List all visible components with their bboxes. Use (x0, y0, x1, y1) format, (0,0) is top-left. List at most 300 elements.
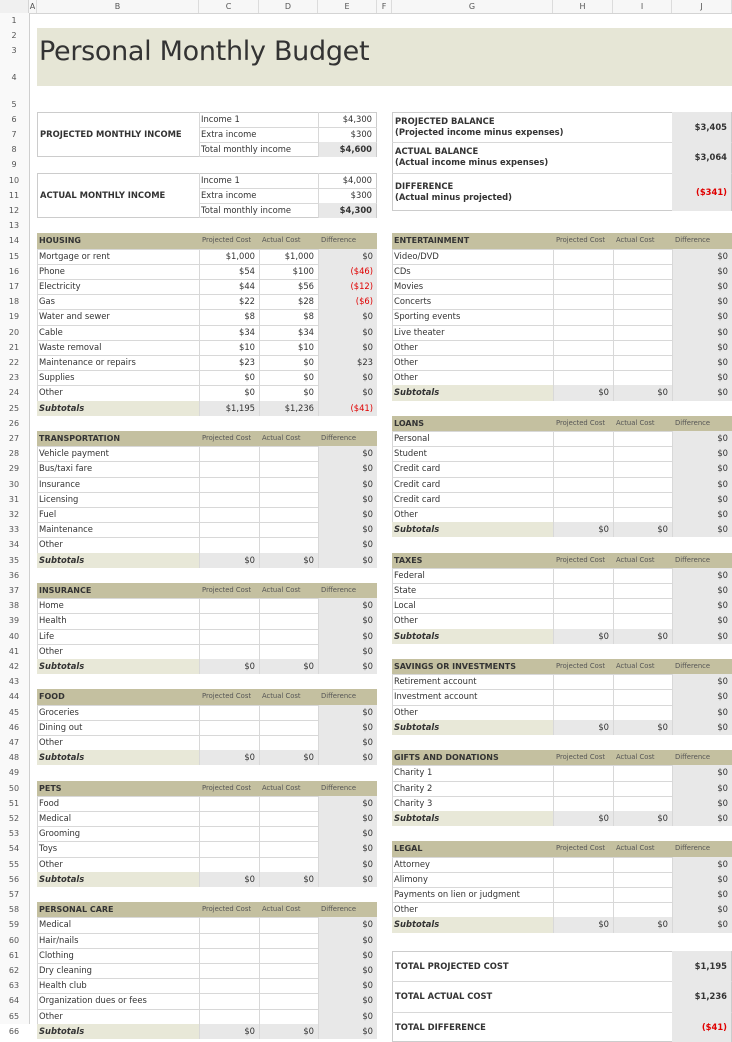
item-label[interactable]: Health club (39, 980, 87, 991)
item-actual-cost[interactable] (259, 978, 318, 993)
column-header-C[interactable]: C (199, 0, 259, 13)
item-actual-cost[interactable] (613, 309, 672, 324)
item-label[interactable]: Other (394, 615, 418, 626)
item-actual-cost[interactable] (259, 933, 318, 948)
item-actual-cost[interactable] (259, 705, 318, 720)
row-header-59[interactable]: 59 (8, 920, 20, 930)
item-projected-cost[interactable] (199, 841, 259, 856)
item-projected-cost[interactable] (553, 613, 613, 628)
item-actual-cost[interactable] (613, 598, 672, 613)
item-projected-cost[interactable] (553, 507, 613, 522)
row-header-39[interactable]: 39 (8, 616, 20, 626)
item-actual-cost[interactable] (259, 629, 318, 644)
item-label[interactable]: Dining out (39, 721, 83, 732)
item-label[interactable]: Fuel (39, 509, 57, 519)
column-header-I[interactable]: I (613, 0, 672, 13)
item-label[interactable]: Clothing (39, 949, 74, 960)
item-label[interactable]: Federal (394, 569, 425, 580)
row-header-32[interactable]: 32 (8, 510, 20, 519)
item-actual-cost[interactable] (259, 841, 318, 856)
row-header-18[interactable]: 18 (8, 297, 20, 307)
item-label[interactable]: Supplies (39, 372, 75, 383)
item-label[interactable]: Movies (394, 281, 424, 291)
item-label[interactable]: Waste removal (39, 341, 102, 352)
row-header-13[interactable]: 13 (8, 221, 20, 231)
item-projected-cost[interactable] (553, 309, 613, 324)
column-header-J[interactable]: J (672, 0, 732, 13)
item-projected-cost[interactable] (553, 431, 613, 446)
item-projected-cost[interactable] (553, 340, 613, 355)
item-actual-cost[interactable]: $0 (259, 370, 318, 385)
item-label[interactable]: Life (39, 630, 55, 641)
item-projected-cost[interactable] (553, 781, 613, 796)
item-label[interactable]: Licensing (39, 493, 79, 504)
row-header-22[interactable]: 22 (8, 358, 20, 367)
item-label[interactable]: Home (39, 600, 64, 611)
row-header-20[interactable]: 20 (8, 327, 20, 337)
item-projected-cost[interactable] (199, 1009, 259, 1024)
item-label[interactable]: Other (394, 706, 418, 717)
item-actual-cost[interactable] (259, 735, 318, 750)
item-label[interactable]: Groceries (39, 706, 79, 717)
item-actual-cost[interactable] (613, 294, 672, 309)
item-actual-cost[interactable] (613, 340, 672, 355)
item-projected-cost[interactable] (199, 629, 259, 644)
item-projected-cost[interactable] (553, 446, 613, 461)
row-header-45[interactable]: 45 (8, 707, 20, 717)
item-label[interactable]: Phone (39, 265, 65, 276)
row-header-57[interactable]: 57 (8, 890, 20, 899)
item-difference: ($6) (318, 294, 377, 309)
item-actual-cost[interactable] (613, 477, 672, 492)
item-projected-cost[interactable] (553, 279, 613, 294)
item-projected-cost[interactable]: $1,000 (199, 249, 259, 264)
row-header-42[interactable]: 42 (8, 662, 20, 671)
item-projected-cost[interactable] (199, 720, 259, 735)
item-label[interactable]: Other (39, 387, 63, 398)
item-label[interactable]: Electricity (39, 281, 81, 291)
item-projected-cost[interactable] (553, 370, 613, 385)
row-header-1[interactable]: 1 (11, 16, 17, 25)
actual-income-row-value[interactable]: $300 (350, 189, 372, 200)
balance-subtitle: (Projected income minus expenses) (395, 127, 564, 137)
row-header-4[interactable]: 4 (11, 72, 17, 82)
subtotal-difference: $0 (672, 522, 732, 537)
item-actual-cost[interactable] (259, 613, 318, 628)
item-projected-cost[interactable] (199, 598, 259, 613)
subtotal-actual: $0 (613, 917, 672, 932)
item-label[interactable]: Bus/taxi fare (39, 463, 93, 474)
row-header-36[interactable]: 36 (8, 570, 20, 580)
item-label[interactable]: Other (39, 539, 63, 550)
column-header-bar (0, 0, 732, 14)
item-difference: $0 (672, 674, 732, 689)
row-header-58[interactable]: 58 (8, 905, 20, 915)
column-header-E[interactable]: E (318, 0, 377, 13)
item-projected-cost[interactable]: $0 (199, 385, 259, 400)
actual-income-row-label: Total monthly income (201, 205, 292, 215)
row-header-66[interactable]: 66 (8, 1026, 20, 1036)
item-projected-cost[interactable] (199, 963, 259, 978)
item-label[interactable]: Personal (394, 433, 430, 443)
item-projected-cost[interactable] (553, 461, 613, 476)
balance-value[interactable]: ($341) (672, 173, 731, 211)
item-projected-cost[interactable]: $44 (199, 279, 259, 294)
item-label[interactable]: State (394, 585, 417, 595)
item-label[interactable]: Vehicle payment (39, 448, 109, 459)
item-difference: $0 (672, 492, 732, 507)
row-header-49[interactable]: 49 (8, 768, 20, 778)
column-label-actual: Actual Cost (616, 844, 655, 853)
item-label[interactable]: Other (394, 509, 418, 519)
item-label[interactable]: Medical (39, 813, 72, 823)
column-header-G[interactable]: G (392, 0, 553, 13)
item-label[interactable]: Dry cleaning (39, 965, 92, 975)
item-actual-cost[interactable] (613, 765, 672, 780)
item-projected-cost[interactable]: $8 (199, 309, 259, 324)
item-projected-cost[interactable]: $0 (199, 370, 259, 385)
item-label[interactable]: Maintenance or repairs (39, 357, 136, 367)
item-label[interactable]: Mortgage or rent (39, 250, 110, 261)
item-projected-cost[interactable]: $34 (199, 325, 259, 340)
item-label[interactable]: Gas (39, 296, 55, 307)
item-label[interactable]: Toys (39, 843, 58, 854)
row-header-54[interactable]: 54 (8, 844, 20, 854)
row-header-27[interactable]: 27 (8, 434, 20, 443)
item-actual-cost[interactable] (259, 461, 318, 476)
item-actual-cost[interactable] (613, 431, 672, 446)
item-actual-cost[interactable] (259, 446, 318, 461)
row-header-6[interactable]: 6 (11, 114, 17, 124)
item-actual-cost[interactable] (613, 705, 672, 720)
row-header-12[interactable]: 12 (8, 206, 20, 215)
item-label[interactable]: Credit card (394, 478, 441, 489)
column-header-B[interactable]: B (37, 0, 199, 13)
item-actual-cost[interactable] (613, 461, 672, 476)
item-projected-cost[interactable]: $10 (199, 340, 259, 355)
row-header-16[interactable]: 16 (8, 266, 20, 276)
item-projected-cost[interactable] (199, 796, 259, 811)
item-actual-cost[interactable] (613, 279, 672, 294)
item-label[interactable]: Alimony (394, 873, 428, 884)
item-projected-cost[interactable] (553, 857, 613, 872)
item-label[interactable]: Other (394, 372, 418, 383)
item-actual-cost[interactable]: $56 (259, 279, 318, 294)
item-actual-cost[interactable] (259, 644, 318, 659)
row-header-40[interactable]: 40 (8, 631, 20, 641)
row-header-26[interactable]: 26 (8, 418, 20, 428)
item-actual-cost[interactable] (613, 492, 672, 507)
row-header-8[interactable]: 8 (11, 145, 17, 155)
item-actual-cost[interactable]: $0 (259, 355, 318, 370)
item-label[interactable]: Video/DVD (394, 250, 439, 261)
item-projected-cost[interactable] (199, 461, 259, 476)
column-header-F[interactable]: F (377, 0, 392, 13)
item-label[interactable]: Hair/nails (39, 934, 79, 945)
item-label[interactable]: Maintenance (39, 524, 93, 535)
column-label-projected: Projected Cost (556, 236, 606, 245)
total-value: $1,195 (672, 951, 731, 981)
item-projected-cost[interactable] (553, 492, 613, 507)
row-header-55[interactable]: 55 (8, 859, 20, 869)
row-header-30[interactable]: 30 (8, 479, 20, 489)
item-label[interactable]: Charity 2 (394, 782, 433, 793)
row-header-2[interactable]: 2 (11, 31, 17, 41)
item-actual-cost[interactable] (259, 811, 318, 826)
item-projected-cost[interactable] (553, 887, 613, 902)
item-projected-cost[interactable] (553, 264, 613, 279)
item-actual-cost[interactable] (613, 264, 672, 279)
item-actual-cost[interactable] (613, 446, 672, 461)
item-label[interactable]: Charity 3 (394, 797, 433, 808)
row-header-38[interactable]: 38 (8, 601, 20, 611)
item-label[interactable]: Retirement account (394, 676, 477, 687)
item-label[interactable]: Other (394, 904, 418, 915)
item-projected-cost[interactable] (553, 765, 613, 780)
item-label[interactable]: Payments on lien or judgment (394, 889, 520, 899)
row-header-23[interactable]: 23 (8, 373, 20, 383)
item-projected-cost[interactable] (199, 735, 259, 750)
row-header-11[interactable]: 11 (8, 190, 20, 200)
item-projected-cost[interactable] (199, 477, 259, 492)
item-label[interactable]: Other (394, 341, 418, 352)
item-actual-cost[interactable] (259, 826, 318, 841)
item-label[interactable]: Concerts (394, 296, 432, 307)
row-header-56[interactable]: 56 (8, 874, 20, 884)
item-label[interactable]: Food (39, 797, 60, 808)
row-header-41[interactable]: 41 (8, 646, 20, 656)
item-actual-cost[interactable] (613, 249, 672, 264)
item-actual-cost[interactable]: $28 (259, 294, 318, 309)
row-header-9[interactable]: 9 (11, 160, 17, 170)
row-header-28[interactable]: 28 (8, 449, 20, 459)
item-label[interactable]: Water and sewer (39, 311, 110, 322)
item-projected-cost[interactable] (199, 537, 259, 552)
row-header-15[interactable]: 15 (8, 251, 20, 261)
item-projected-cost[interactable] (553, 689, 613, 704)
item-actual-cost[interactable] (613, 781, 672, 796)
item-projected-cost[interactable] (553, 294, 613, 309)
row-header-33[interactable]: 33 (8, 525, 20, 535)
row-header-31[interactable]: 31 (8, 494, 20, 504)
subtotal-difference: $0 (318, 553, 377, 568)
item-actual-cost[interactable] (613, 355, 672, 370)
item-projected-cost[interactable] (553, 249, 613, 264)
item-projected-cost[interactable] (553, 355, 613, 370)
item-projected-cost[interactable] (199, 644, 259, 659)
item-label[interactable]: Other (39, 737, 63, 747)
item-projected-cost[interactable] (553, 477, 613, 492)
column-header-H[interactable]: H (553, 0, 613, 13)
item-label[interactable]: Credit card (394, 493, 441, 504)
item-actual-cost[interactable] (613, 902, 672, 917)
item-actual-cost[interactable] (259, 857, 318, 872)
row-header-50[interactable]: 50 (8, 783, 20, 793)
item-actual-cost[interactable] (259, 917, 318, 932)
item-label[interactable]: Organization dues or fees (39, 995, 147, 1006)
item-actual-cost[interactable] (613, 887, 672, 902)
balance-value[interactable]: $3,064 (672, 142, 731, 172)
item-projected-cost[interactable] (199, 978, 259, 993)
item-label[interactable]: Other (39, 1010, 63, 1021)
item-label[interactable]: Other (39, 645, 63, 656)
item-label[interactable]: CDs (394, 265, 411, 276)
item-projected-cost[interactable] (199, 993, 259, 1008)
item-label[interactable]: Investment account (394, 691, 478, 702)
item-label[interactable]: Local (394, 600, 416, 611)
row-header-44[interactable]: 44 (8, 692, 20, 702)
item-actual-cost[interactable]: $1,000 (259, 249, 318, 264)
item-actual-cost[interactable] (259, 492, 318, 507)
item-label[interactable]: Insurance (39, 478, 81, 489)
item-label[interactable]: Charity 1 (394, 767, 433, 778)
row-header-47[interactable]: 47 (8, 738, 20, 747)
item-projected-cost[interactable] (553, 872, 613, 887)
section-title-legal: LEGAL (394, 844, 423, 854)
column-label-projected: Projected Cost (556, 753, 606, 762)
item-actual-cost[interactable] (613, 689, 672, 704)
item-projected-cost[interactable]: $23 (199, 355, 259, 370)
item-label[interactable]: Other (39, 858, 63, 869)
item-actual-cost[interactable] (259, 993, 318, 1008)
item-label[interactable]: Student (394, 448, 427, 459)
item-projected-cost[interactable] (199, 948, 259, 963)
item-actual-cost[interactable] (613, 674, 672, 689)
item-projected-cost[interactable] (553, 598, 613, 613)
row-header-61[interactable]: 61 (8, 950, 20, 960)
item-projected-cost[interactable]: $54 (199, 264, 259, 279)
actual-income-row-value[interactable]: $4,300 (319, 203, 376, 218)
row-header-25[interactable]: 25 (8, 403, 20, 413)
column-header-A[interactable]: A (29, 2, 36, 11)
item-projected-cost[interactable]: $22 (199, 294, 259, 309)
row-header-65[interactable]: 65 (8, 1011, 20, 1021)
row-header-52[interactable]: 52 (8, 814, 20, 823)
subtotal-actual: $0 (613, 811, 672, 826)
item-actual-cost[interactable] (259, 948, 318, 963)
item-projected-cost[interactable] (199, 613, 259, 628)
projected-income-row-value[interactable]: $4,600 (319, 142, 376, 157)
row-header-17[interactable]: 17 (8, 282, 20, 291)
row-header-7[interactable]: 7 (11, 130, 17, 139)
row-header-48[interactable]: 48 (8, 753, 20, 763)
item-actual-cost[interactable] (613, 857, 672, 872)
item-projected-cost[interactable] (199, 522, 259, 537)
item-actual-cost[interactable]: $10 (259, 340, 318, 355)
item-projected-cost[interactable] (553, 902, 613, 917)
row-header-24[interactable]: 24 (8, 388, 20, 398)
item-projected-cost[interactable] (199, 857, 259, 872)
item-actual-cost[interactable] (613, 872, 672, 887)
row-header-37[interactable]: 37 (8, 586, 20, 595)
row-header-62[interactable]: 62 (8, 966, 20, 975)
total-value: ($41) (672, 1012, 731, 1042)
select-all-corner[interactable] (0, 0, 29, 13)
item-projected-cost[interactable] (199, 811, 259, 826)
item-label[interactable]: Health (39, 615, 67, 626)
item-actual-cost[interactable] (259, 477, 318, 492)
item-actual-cost[interactable]: $100 (259, 264, 318, 279)
row-header-19[interactable]: 19 (8, 312, 20, 322)
item-actual-cost[interactable] (259, 720, 318, 735)
item-actual-cost[interactable] (259, 1009, 318, 1024)
actual-income-row-value[interactable]: $4,000 (342, 174, 372, 185)
item-label[interactable]: Live theater (394, 326, 445, 337)
item-actual-cost[interactable] (613, 507, 672, 522)
item-actual-cost[interactable]: $34 (259, 325, 318, 340)
item-projected-cost[interactable] (199, 826, 259, 841)
row-header-21[interactable]: 21 (8, 342, 20, 352)
row-header-5[interactable]: 5 (11, 99, 17, 109)
item-actual-cost[interactable] (613, 370, 672, 385)
projected-income-row-value[interactable]: $300 (350, 129, 372, 139)
balance-value[interactable]: $3,405 (672, 112, 731, 142)
item-actual-cost[interactable] (259, 598, 318, 613)
item-actual-cost[interactable] (613, 583, 672, 598)
item-label[interactable]: Other (394, 357, 418, 367)
item-difference: $0 (672, 598, 732, 613)
item-projected-cost[interactable] (199, 507, 259, 522)
row-header-29[interactable]: 29 (8, 464, 20, 474)
row-header-46[interactable]: 46 (8, 722, 20, 732)
row-header-14[interactable]: 14 (8, 236, 20, 246)
item-label[interactable]: Attorney (394, 858, 430, 869)
item-projected-cost[interactable] (553, 796, 613, 811)
row-header-10[interactable]: 10 (8, 175, 20, 185)
item-actual-cost[interactable] (259, 507, 318, 522)
item-actual-cost[interactable] (613, 568, 672, 583)
item-projected-cost[interactable] (553, 325, 613, 340)
item-label[interactable]: Medical (39, 919, 72, 930)
row-header-34[interactable]: 34 (8, 540, 20, 550)
item-actual-cost[interactable]: $8 (259, 309, 318, 324)
item-projected-cost[interactable] (553, 583, 613, 598)
item-label[interactable]: Grooming (39, 828, 81, 839)
item-actual-cost[interactable] (259, 537, 318, 552)
row-header-53[interactable]: 53 (8, 829, 20, 839)
item-actual-cost[interactable]: $0 (259, 385, 318, 400)
row-header-51[interactable]: 51 (8, 798, 20, 808)
item-projected-cost[interactable] (199, 446, 259, 461)
item-actual-cost[interactable] (613, 325, 672, 340)
row-header-64[interactable]: 64 (8, 996, 20, 1006)
row-header-63[interactable]: 63 (8, 981, 20, 991)
row-header-60[interactable]: 60 (8, 935, 20, 945)
projected-income-row-value[interactable]: $4,300 (342, 113, 372, 124)
item-projected-cost[interactable] (199, 933, 259, 948)
item-projected-cost[interactable] (553, 705, 613, 720)
item-difference: $0 (672, 705, 732, 720)
item-projected-cost[interactable] (553, 674, 613, 689)
item-actual-cost[interactable] (259, 796, 318, 811)
item-projected-cost[interactable] (199, 492, 259, 507)
row-header-35[interactable]: 35 (8, 555, 20, 565)
item-projected-cost[interactable] (199, 705, 259, 720)
item-label[interactable]: Cable (39, 326, 63, 337)
item-label[interactable]: Credit card (394, 463, 441, 474)
column-label-difference: Difference (675, 844, 711, 853)
item-actual-cost[interactable] (259, 963, 318, 978)
item-actual-cost[interactable] (259, 522, 318, 537)
row-header-43[interactable]: 43 (8, 677, 20, 687)
item-label[interactable]: Sporting events (394, 311, 461, 322)
item-projected-cost[interactable] (553, 568, 613, 583)
item-actual-cost[interactable] (613, 613, 672, 628)
row-header-3[interactable]: 3 (11, 46, 17, 56)
item-actual-cost[interactable] (613, 796, 672, 811)
column-header-D[interactable]: D (259, 0, 318, 13)
item-projected-cost[interactable] (199, 917, 259, 932)
